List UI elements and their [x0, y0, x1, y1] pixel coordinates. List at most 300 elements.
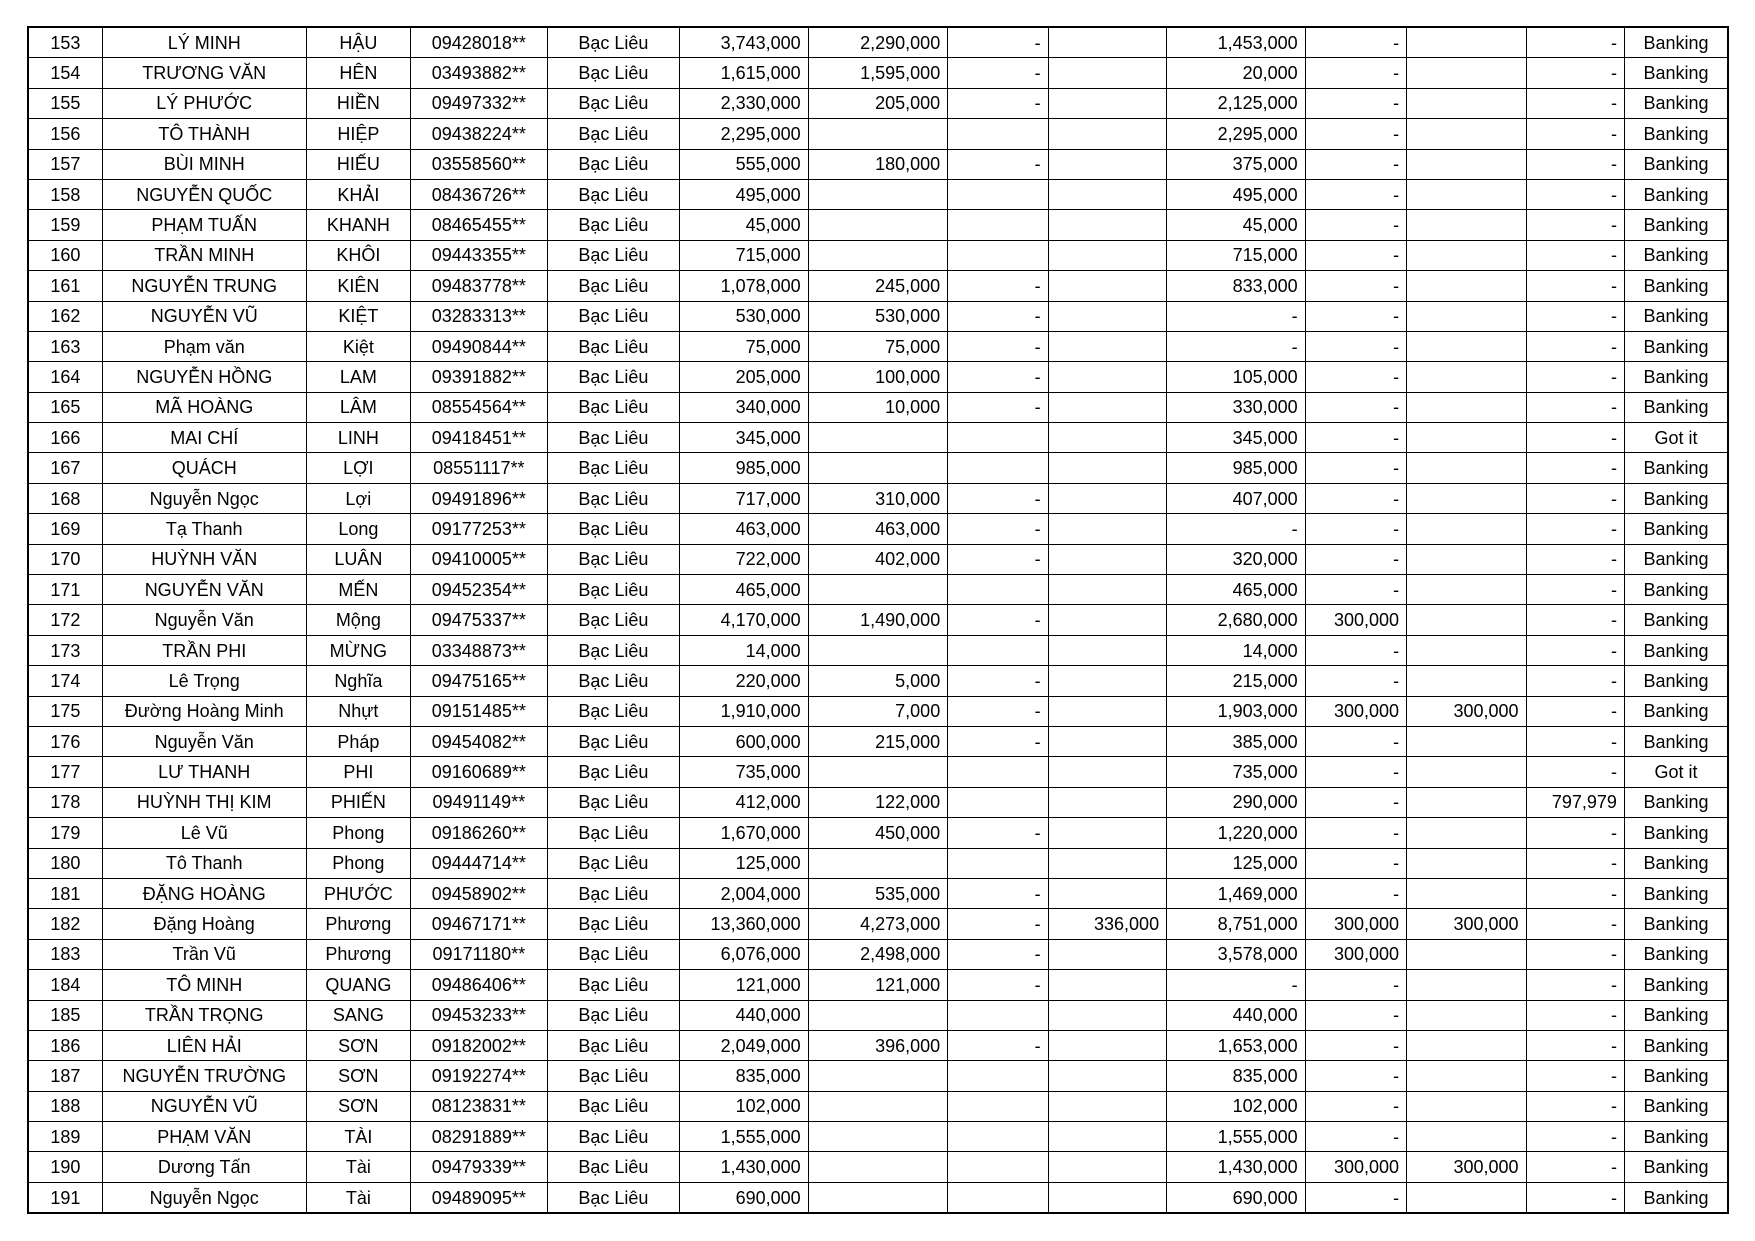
- amount-7: [1407, 1030, 1526, 1060]
- amount-6: -: [1305, 1030, 1406, 1060]
- given-name: LÂM: [306, 392, 410, 422]
- amount-4: [1048, 240, 1166, 270]
- given-name: Phong: [306, 818, 410, 848]
- amount-5: 45,000: [1167, 210, 1306, 240]
- amount-6: 300,000: [1305, 1152, 1406, 1182]
- given-name: HÊN: [306, 58, 410, 88]
- amount-7: [1407, 666, 1526, 696]
- amount-3: [948, 635, 1048, 665]
- given-name: Long: [306, 514, 410, 544]
- phone-number: 09151485**: [411, 696, 548, 726]
- amount-3: -: [948, 483, 1048, 513]
- amount-7: [1407, 423, 1526, 453]
- amount-2: [808, 635, 948, 665]
- family-middle-name: HUỲNH THỊ KIM: [102, 787, 306, 817]
- amount-7: [1407, 939, 1526, 969]
- amount-3: [948, 1091, 1048, 1121]
- given-name: LUÂN: [306, 544, 410, 574]
- amount-2: [808, 119, 948, 149]
- table-row: [28, 818, 1728, 848]
- amount-4: [1048, 544, 1166, 574]
- amount-5: 2,295,000: [1167, 119, 1306, 149]
- amount-6: -: [1305, 848, 1406, 878]
- amount-6: -: [1305, 179, 1406, 209]
- row-number: 172: [28, 605, 102, 635]
- row-number: 156: [28, 119, 102, 149]
- payment-method: Banking: [1624, 1030, 1728, 1060]
- amount-3: -: [948, 58, 1048, 88]
- amount-4: [1048, 58, 1166, 88]
- amount-3: [948, 1122, 1048, 1152]
- phone-number: 09171180**: [411, 939, 548, 969]
- amount-6: -: [1305, 666, 1406, 696]
- amount-5: 375,000: [1167, 149, 1306, 179]
- amount-6: 300,000: [1305, 909, 1406, 939]
- family-middle-name: Nguyễn Văn: [102, 726, 306, 756]
- amount-1: 690,000: [680, 1182, 809, 1213]
- province: Bạc Liêu: [547, 392, 680, 422]
- family-middle-name: Nguyễn Văn: [102, 605, 306, 635]
- given-name: HẬU: [306, 27, 410, 58]
- amount-8: -: [1526, 544, 1624, 574]
- amount-3: [948, 119, 1048, 149]
- table-row: [28, 1030, 1728, 1060]
- payment-method: Banking: [1624, 1061, 1728, 1091]
- payment-method: Banking: [1624, 605, 1728, 635]
- amount-2: [808, 210, 948, 240]
- amount-3: -: [948, 271, 1048, 301]
- province: Bạc Liêu: [547, 605, 680, 635]
- amount-5: 3,578,000: [1167, 939, 1306, 969]
- payment-method: Banking: [1624, 1091, 1728, 1121]
- amount-6: -: [1305, 453, 1406, 483]
- province: Bạc Liêu: [547, 240, 680, 270]
- table-row: [28, 483, 1728, 513]
- amount-6: -: [1305, 149, 1406, 179]
- amount-7: [1407, 514, 1526, 544]
- amount-2: 1,595,000: [808, 58, 948, 88]
- amount-7: [1407, 878, 1526, 908]
- given-name: LAM: [306, 362, 410, 392]
- amount-7: [1407, 635, 1526, 665]
- amount-5: 385,000: [1167, 726, 1306, 756]
- amount-5: 14,000: [1167, 635, 1306, 665]
- table-row: [28, 514, 1728, 544]
- amount-3: [948, 210, 1048, 240]
- amount-7: [1407, 271, 1526, 301]
- phone-number: 03493882**: [411, 58, 548, 88]
- amount-5: 2,680,000: [1167, 605, 1306, 635]
- payment-method: Banking: [1624, 818, 1728, 848]
- phone-number: 09497332**: [411, 88, 548, 118]
- amount-4: [1048, 1182, 1166, 1213]
- amount-8: -: [1526, 1091, 1624, 1121]
- amount-8: -: [1526, 878, 1624, 908]
- family-middle-name: Tô Thanh: [102, 848, 306, 878]
- amount-4: [1048, 696, 1166, 726]
- payment-method: Banking: [1624, 271, 1728, 301]
- amount-1: 205,000: [680, 362, 809, 392]
- amount-6: -: [1305, 726, 1406, 756]
- family-middle-name: QUÁCH: [102, 453, 306, 483]
- amount-6: 300,000: [1305, 605, 1406, 635]
- given-name: Mộng: [306, 605, 410, 635]
- amount-8: -: [1526, 726, 1624, 756]
- province: Bạc Liêu: [547, 1061, 680, 1091]
- province: Bạc Liêu: [547, 331, 680, 361]
- row-number: 173: [28, 635, 102, 665]
- province: Bạc Liêu: [547, 1182, 680, 1213]
- table-row: [28, 271, 1728, 301]
- given-name: Phương: [306, 939, 410, 969]
- amount-1: 1,078,000: [680, 271, 809, 301]
- amount-4: [1048, 848, 1166, 878]
- phone-number: 09491149**: [411, 787, 548, 817]
- family-middle-name: Tạ Thanh: [102, 514, 306, 544]
- amount-2: 310,000: [808, 483, 948, 513]
- amount-3: [948, 848, 1048, 878]
- phone-number: 09428018**: [411, 27, 548, 58]
- amount-1: 14,000: [680, 635, 809, 665]
- row-number: 175: [28, 696, 102, 726]
- amount-7: [1407, 1122, 1526, 1152]
- amount-2: 2,498,000: [808, 939, 948, 969]
- row-number: 160: [28, 240, 102, 270]
- amount-1: 530,000: [680, 301, 809, 331]
- amount-3: -: [948, 909, 1048, 939]
- amount-1: 6,076,000: [680, 939, 809, 969]
- row-number: 164: [28, 362, 102, 392]
- table-row: [28, 757, 1728, 787]
- amount-3: -: [948, 301, 1048, 331]
- row-number: 184: [28, 970, 102, 1000]
- amount-7: [1407, 1061, 1526, 1091]
- family-middle-name: MAI CHÍ: [102, 423, 306, 453]
- given-name: Nhựt: [306, 696, 410, 726]
- province: Bạc Liêu: [547, 514, 680, 544]
- amount-6: -: [1305, 757, 1406, 787]
- phone-number: 09475165**: [411, 666, 548, 696]
- amount-1: 1,430,000: [680, 1152, 809, 1182]
- given-name: Kiệt: [306, 331, 410, 361]
- province: Bạc Liêu: [547, 1152, 680, 1182]
- data-table: [27, 26, 1729, 1214]
- family-middle-name: TÔ MINH: [102, 970, 306, 1000]
- amount-7: [1407, 362, 1526, 392]
- payment-method: Banking: [1624, 696, 1728, 726]
- given-name: MỪNG: [306, 635, 410, 665]
- amount-4: [1048, 757, 1166, 787]
- amount-8: -: [1526, 271, 1624, 301]
- amount-5: 465,000: [1167, 575, 1306, 605]
- payment-method: Banking: [1624, 88, 1728, 118]
- amount-6: -: [1305, 818, 1406, 848]
- amount-4: [1048, 1152, 1166, 1182]
- table-row: [28, 210, 1728, 240]
- family-middle-name: TRẦN PHI: [102, 635, 306, 665]
- amount-4: [1048, 362, 1166, 392]
- amount-5: 8,751,000: [1167, 909, 1306, 939]
- row-number: 167: [28, 453, 102, 483]
- amount-6: -: [1305, 301, 1406, 331]
- amount-6: -: [1305, 878, 1406, 908]
- amount-6: -: [1305, 210, 1406, 240]
- province: Bạc Liêu: [547, 970, 680, 1000]
- amount-1: 735,000: [680, 757, 809, 787]
- payment-method: Banking: [1624, 27, 1728, 58]
- table-row: [28, 453, 1728, 483]
- payment-method: Got it: [1624, 423, 1728, 453]
- amount-5: 407,000: [1167, 483, 1306, 513]
- family-middle-name: NGUYỄN VĂN: [102, 575, 306, 605]
- amount-2: 7,000: [808, 696, 948, 726]
- amount-1: 345,000: [680, 423, 809, 453]
- family-middle-name: LÝ MINH: [102, 27, 306, 58]
- given-name: PHƯỚC: [306, 878, 410, 908]
- amount-4: [1048, 301, 1166, 331]
- amount-4: [1048, 666, 1166, 696]
- amount-7: 300,000: [1407, 1152, 1526, 1182]
- amount-2: [808, 423, 948, 453]
- province: Bạc Liêu: [547, 696, 680, 726]
- amount-8: -: [1526, 939, 1624, 969]
- payment-method: Banking: [1624, 58, 1728, 88]
- amount-5: 1,555,000: [1167, 1122, 1306, 1152]
- payment-method: Banking: [1624, 331, 1728, 361]
- family-middle-name: NGUYỄN HỒNG: [102, 362, 306, 392]
- province: Bạc Liêu: [547, 1122, 680, 1152]
- amount-5: 290,000: [1167, 787, 1306, 817]
- family-middle-name: MÃ HOÀNG: [102, 392, 306, 422]
- amount-2: 2,290,000: [808, 27, 948, 58]
- amount-6: -: [1305, 1091, 1406, 1121]
- given-name: HIỆP: [306, 119, 410, 149]
- amount-4: [1048, 1091, 1166, 1121]
- amount-8: -: [1526, 423, 1624, 453]
- amount-8: -: [1526, 1061, 1624, 1091]
- phone-number: 08551117**: [411, 453, 548, 483]
- amount-8: -: [1526, 179, 1624, 209]
- amount-4: [1048, 179, 1166, 209]
- table-row: [28, 787, 1728, 817]
- amount-6: -: [1305, 544, 1406, 574]
- table-row: [28, 392, 1728, 422]
- amount-4: [1048, 149, 1166, 179]
- given-name: Pháp: [306, 726, 410, 756]
- given-name: PHI: [306, 757, 410, 787]
- amount-7: [1407, 149, 1526, 179]
- amount-8: -: [1526, 1122, 1624, 1152]
- amount-1: 722,000: [680, 544, 809, 574]
- given-name: Phong: [306, 848, 410, 878]
- phone-number: 09486406**: [411, 970, 548, 1000]
- amount-5: -: [1167, 331, 1306, 361]
- amount-8: -: [1526, 909, 1624, 939]
- family-middle-name: Phạm văn: [102, 331, 306, 361]
- table-row: [28, 27, 1728, 58]
- row-number: 169: [28, 514, 102, 544]
- amount-5: 495,000: [1167, 179, 1306, 209]
- payment-method: Banking: [1624, 970, 1728, 1000]
- amount-2: 75,000: [808, 331, 948, 361]
- phone-number: 09490844**: [411, 331, 548, 361]
- amount-3: -: [948, 726, 1048, 756]
- phone-number: 08436726**: [411, 179, 548, 209]
- amount-3: [948, 1061, 1048, 1091]
- amount-1: 4,170,000: [680, 605, 809, 635]
- amount-2: [808, 240, 948, 270]
- province: Bạc Liêu: [547, 787, 680, 817]
- amount-8: -: [1526, 240, 1624, 270]
- amount-8: -: [1526, 392, 1624, 422]
- amount-4: [1048, 878, 1166, 908]
- province: Bạc Liêu: [547, 27, 680, 58]
- province: Bạc Liêu: [547, 818, 680, 848]
- row-number: 187: [28, 1061, 102, 1091]
- family-middle-name: NGUYỄN VŨ: [102, 1091, 306, 1121]
- amount-4: 336,000: [1048, 909, 1166, 939]
- payment-method: Banking: [1624, 483, 1728, 513]
- amount-2: 180,000: [808, 149, 948, 179]
- row-number: 181: [28, 878, 102, 908]
- amount-5: 330,000: [1167, 392, 1306, 422]
- family-middle-name: NGUYỄN QUỐC: [102, 179, 306, 209]
- amount-7: [1407, 483, 1526, 513]
- row-number: 153: [28, 27, 102, 58]
- amount-3: -: [948, 1030, 1048, 1060]
- amount-1: 75,000: [680, 331, 809, 361]
- phone-number: 09483778**: [411, 271, 548, 301]
- amount-5: 20,000: [1167, 58, 1306, 88]
- payment-method: Banking: [1624, 666, 1728, 696]
- amount-1: 717,000: [680, 483, 809, 513]
- amount-8: -: [1526, 757, 1624, 787]
- amount-7: [1407, 210, 1526, 240]
- amount-1: 2,049,000: [680, 1030, 809, 1060]
- amount-1: 3,743,000: [680, 27, 809, 58]
- family-middle-name: NGUYỄN TRUNG: [102, 271, 306, 301]
- amount-6: -: [1305, 331, 1406, 361]
- province: Bạc Liêu: [547, 301, 680, 331]
- amount-4: [1048, 453, 1166, 483]
- amount-1: 102,000: [680, 1091, 809, 1121]
- amount-4: [1048, 483, 1166, 513]
- phone-number: 08123831**: [411, 1091, 548, 1121]
- amount-4: [1048, 392, 1166, 422]
- amount-8: -: [1526, 970, 1624, 1000]
- table-row: [28, 58, 1728, 88]
- phone-number: 09410005**: [411, 544, 548, 574]
- amount-2: [808, 1182, 948, 1213]
- amount-5: 105,000: [1167, 362, 1306, 392]
- amount-5: 715,000: [1167, 240, 1306, 270]
- province: Bạc Liêu: [547, 939, 680, 969]
- given-name: KIÊN: [306, 271, 410, 301]
- amount-8: -: [1526, 514, 1624, 544]
- amount-6: -: [1305, 635, 1406, 665]
- family-middle-name: Trần Vũ: [102, 939, 306, 969]
- amount-5: 125,000: [1167, 848, 1306, 878]
- amount-5: 102,000: [1167, 1091, 1306, 1121]
- given-name: LINH: [306, 423, 410, 453]
- province: Bạc Liêu: [547, 423, 680, 453]
- row-number: 190: [28, 1152, 102, 1182]
- table-row: [28, 878, 1728, 908]
- amount-7: [1407, 1182, 1526, 1213]
- amount-8: -: [1526, 331, 1624, 361]
- amount-8: -: [1526, 27, 1624, 58]
- amount-5: 2,125,000: [1167, 88, 1306, 118]
- amount-1: 45,000: [680, 210, 809, 240]
- amount-3: -: [948, 878, 1048, 908]
- given-name: Phương: [306, 909, 410, 939]
- phone-number: 03283313**: [411, 301, 548, 331]
- amount-7: [1407, 58, 1526, 88]
- amount-8: 797,979: [1526, 787, 1624, 817]
- payment-method: Banking: [1624, 544, 1728, 574]
- row-number: 163: [28, 331, 102, 361]
- amount-8: -: [1526, 453, 1624, 483]
- amount-4: [1048, 635, 1166, 665]
- amount-7: [1407, 119, 1526, 149]
- amount-7: [1407, 757, 1526, 787]
- amount-5: 1,430,000: [1167, 1152, 1306, 1182]
- amount-3: [948, 240, 1048, 270]
- given-name: KHÔI: [306, 240, 410, 270]
- phone-number: 09467171**: [411, 909, 548, 939]
- table-row: [28, 605, 1728, 635]
- family-middle-name: Nguyễn Ngọc: [102, 483, 306, 513]
- province: Bạc Liêu: [547, 149, 680, 179]
- amount-4: [1048, 423, 1166, 453]
- amount-8: -: [1526, 575, 1624, 605]
- row-number: 189: [28, 1122, 102, 1152]
- amount-2: 205,000: [808, 88, 948, 118]
- row-number: 178: [28, 787, 102, 817]
- amount-8: -: [1526, 696, 1624, 726]
- amount-3: -: [948, 514, 1048, 544]
- amount-7: [1407, 27, 1526, 58]
- phone-number: 03348873**: [411, 635, 548, 665]
- amount-1: 220,000: [680, 666, 809, 696]
- amount-5: 833,000: [1167, 271, 1306, 301]
- amount-7: [1407, 1000, 1526, 1030]
- amount-3: [948, 423, 1048, 453]
- amount-2: 530,000: [808, 301, 948, 331]
- province: Bạc Liêu: [547, 635, 680, 665]
- family-middle-name: Dương Tấn: [102, 1152, 306, 1182]
- row-number: 168: [28, 483, 102, 513]
- amount-5: -: [1167, 970, 1306, 1000]
- row-number: 183: [28, 939, 102, 969]
- table-row: [28, 544, 1728, 574]
- province: Bạc Liêu: [547, 1091, 680, 1121]
- amount-5: 1,903,000: [1167, 696, 1306, 726]
- amount-8: -: [1526, 149, 1624, 179]
- table-row: [28, 696, 1728, 726]
- payment-method: Banking: [1624, 848, 1728, 878]
- family-middle-name: Đường Hoàng Minh: [102, 696, 306, 726]
- amount-7: [1407, 848, 1526, 878]
- family-middle-name: Lê Trọng: [102, 666, 306, 696]
- amount-5: 835,000: [1167, 1061, 1306, 1091]
- amount-6: -: [1305, 58, 1406, 88]
- table-row: [28, 939, 1728, 969]
- amount-6: 300,000: [1305, 696, 1406, 726]
- province: Bạc Liêu: [547, 1000, 680, 1030]
- family-middle-name: Nguyễn Ngọc: [102, 1182, 306, 1213]
- row-number: 174: [28, 666, 102, 696]
